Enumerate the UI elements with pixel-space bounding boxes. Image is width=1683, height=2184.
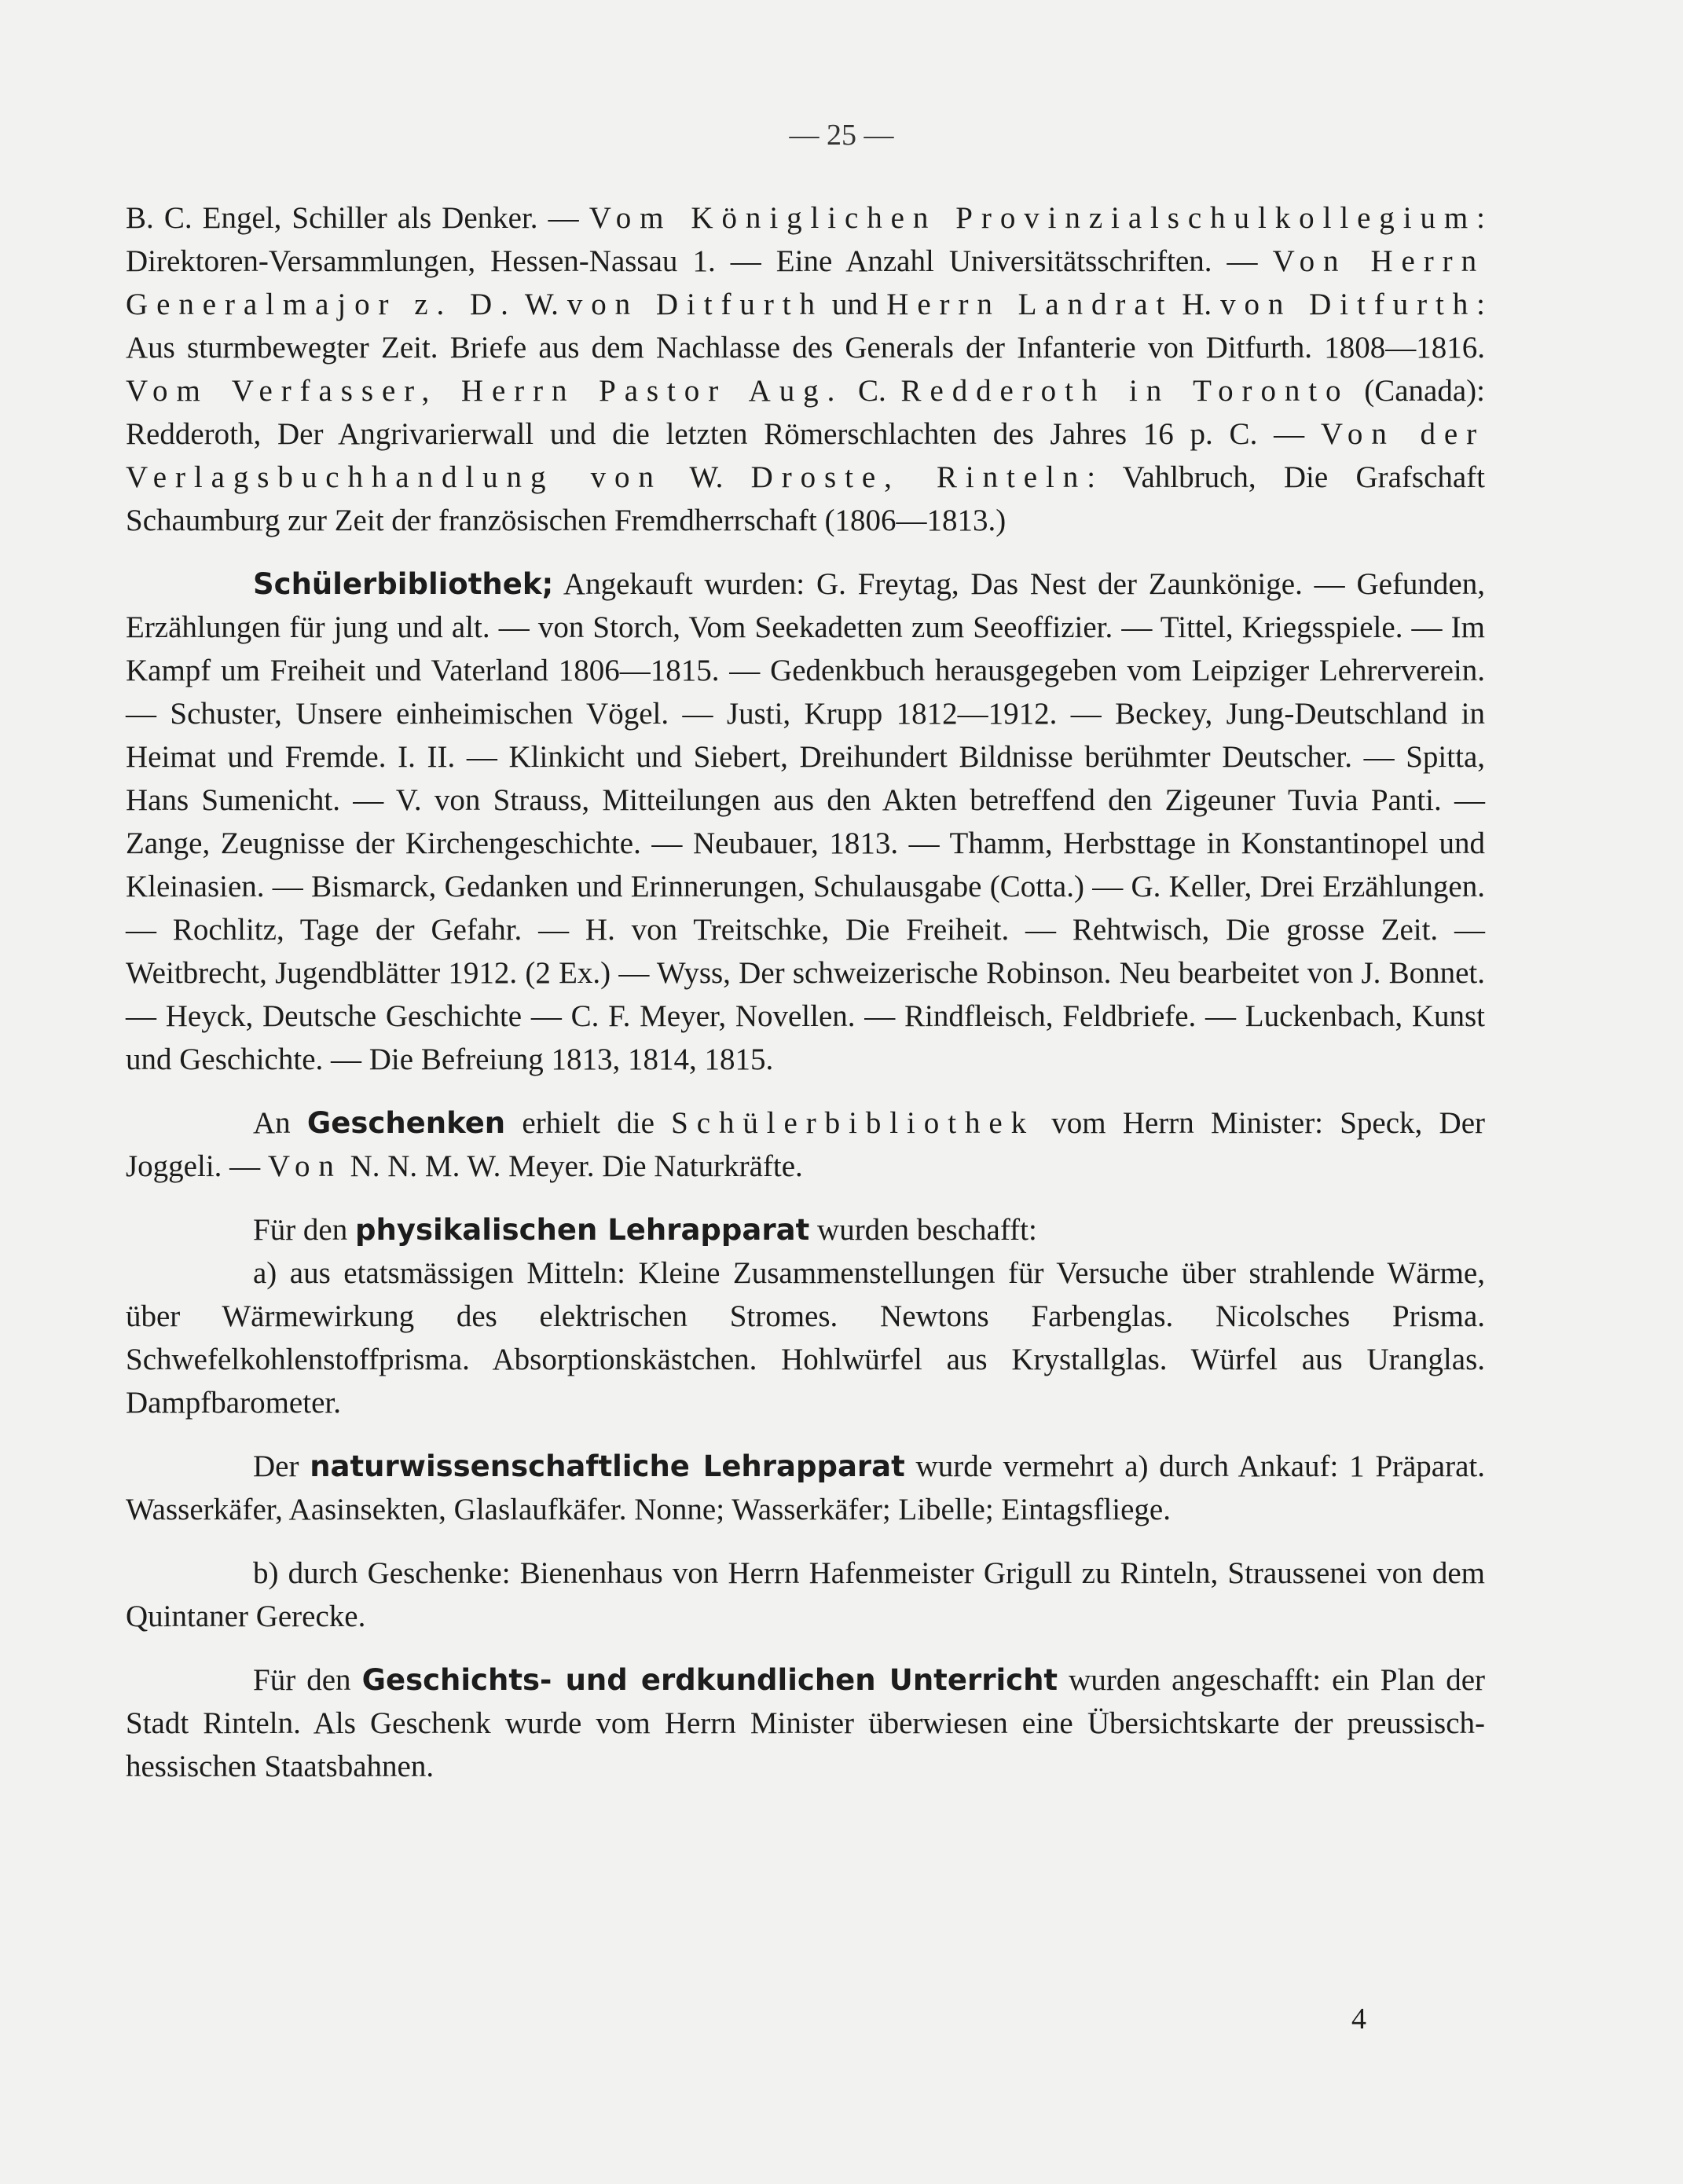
spaced-text: Vom Verfasser, Herrn Pastor Aug. [126, 374, 844, 408]
text-run: vom Herrn Minister: Speck, Der Joggeli. — [126, 1106, 1485, 1183]
body-text [126, 196, 1485, 1788]
text-run: Für den [253, 1663, 362, 1697]
text-run: N. N. M. W. Meyer. Die Naturkräfte. [342, 1149, 803, 1183]
bold-heading: Geschenken [306, 1106, 506, 1140]
text-run: wurden beschafft: [809, 1213, 1037, 1247]
paragraph-physik-a: a) aus etatsmässigen Mitteln: Kleine Zusammenstellungen für Versuche über strahlende Wärme, über Wärmewirkung des elektrischen Stromes. Newtons Farbenglas. Nicolsches Prisma. Schwefelkohlenstoffprisma. Absorptionskästchen. Hohlwürfel aus Krystallglas. Würfel aus Uranglas. Dampfbarometer. [126, 1256, 1485, 1420]
paragraph-geschichte [126, 1658, 1485, 1788]
spaced-text: Schülerbibliothek [671, 1106, 1036, 1140]
spaced-text: Redderoth in Toronto [900, 374, 1350, 408]
spaced-text: Von [267, 1149, 343, 1183]
text-run: W. [516, 288, 567, 321]
spaced-text: von Ditfurth [566, 288, 823, 321]
text-run: W. [662, 460, 751, 494]
bold-heading: naturwissenschaftliche Lehrapparat [310, 1449, 905, 1483]
sheet-number: 4 [1351, 2003, 1366, 2036]
spaced-text: Von der Verlagsbuchhandlung von [126, 417, 1486, 494]
text-run: wurden angeschafft: ein Plan der Stadt Rinteln. Als Geschenk wurde vom Herrn Minister überwiesen eine Übersichtskarte der preussisch-hessischen Staatsbahnen. [126, 1663, 1485, 1783]
text-run: Angekauft wurden: G. Freytag, Das Nest der Zaunkönige. — Gefunden, Erzählungen für jung und alt. — von Storch, Vom Seekadetten zum Seeoffizier. — Tittel, Kriegsspiele. — Im Kampf um Freiheit und Vaterland 1806—1815. — Gedenkbuch herausgegeben vom Leipziger Lehrerverein. — Schuster, Unsere einheimischen Vögel. — Justi, Krupp 1812—1912. — Beckey, Jung-Deutschland in Heimat und Fremde. I. II. — Klinkicht und Siebert, Dreihundert Bildnisse berühmter Deutscher. — Spitta, Hans Sumenicht. — V. von Strauss, Mitteilungen aus den Akten betreffend den Zigeuner Tuvia Panti. — Zange, Zeugnisse der Kirchengeschichte. — Neubauer, 1813. — Thamm, Herbsttage in Konstantinopel und Kleinasien. — Bismarck, Gedanken und Erinnerungen, Schulausgabe (Cotta.) — G. Keller, Drei Erzählungen. — Rochlitz, Tage der Gefahr. — H. von Treitschke, Die Freiheit. — Rehtwisch, Die grosse Zeit. — Weitbrecht, Jugendblätter 1912. (2 Ex.) — Wyss, Der schweizerische Robinson. Neu bearbeitet von J. Bonnet. — Heyck, Deutsche Geschichte — C. F. Meyer, Novellen. — Rindfleisch, Feldbriefe. — Luckenbach, Kunst und Geschichte. — Die Befreiung 1813, 1814, 1815. [126, 567, 1485, 1076]
text-run: wurde vermehrt a) durch Ankauf: 1 Präparat. Wasserkäfer, Aasinsekten, Glaslaufkäfer. Nonne; Wasserkäfer; Libelle; Eintagsfliege. [126, 1449, 1485, 1526]
text-run: An [253, 1106, 307, 1140]
bold-heading: Geschichts- und erdkundlichen Unterricht [361, 1663, 1058, 1697]
spaced-text: Herrn Landrat [886, 288, 1174, 321]
text-run: Der [253, 1449, 310, 1483]
text-run: erhielt die [505, 1106, 672, 1140]
paragraph-natur-b: b) durch Geschenke: Bienenhaus von Herrn Hafenmeister Grigull zu Rinteln, Straussenei von dem Quintaner Gerecke. [126, 1556, 1485, 1633]
text-run: (Canada): Redderoth, Der Angrivarierwall und die letzten Römerschlachten des Jahres 16 p. C. — [126, 374, 1485, 451]
bold-heading: Schülerbibliothek; [253, 567, 554, 601]
spaced-text: Von Herrn Generalmajor z. D. [126, 244, 1485, 321]
spaced-text: Vom Königlichen Provinzialschulkollegium [588, 201, 1477, 235]
paragraph-schuelerbibliothek [126, 562, 1485, 1081]
text-run: Für den [253, 1213, 355, 1247]
page-number-header: — 25 — [789, 119, 894, 152]
spaced-text: Droste, Rinteln [750, 460, 1087, 494]
spaced-text: von Ditfurth [1220, 288, 1477, 321]
bold-heading: physikalischen Lehrapparat [355, 1213, 810, 1247]
paragraph-naturwissenschaft [126, 1445, 1485, 1531]
text-run: C. [843, 374, 901, 408]
text-run: : Vahlbruch, Die Grafschaft Schaumburg zur Zeit der französischen Fremdherrschaft (1806—1813.) [126, 460, 1486, 537]
text-run: : Aus sturmbewegter Zeit. Briefe aus dem Nachlasse des Generals der Infanterie von Ditfurth. 1808—1816. [126, 288, 1485, 365]
paragraph-geschenke [126, 1101, 1485, 1188]
text-run: und [823, 288, 887, 321]
text-run: H. [1173, 288, 1221, 321]
text-run: B. C. Engel, Schiller als Denker. — [126, 201, 589, 235]
text-run: : Direktoren-Versammlungen, Hessen-Nassau 1. — Eine Anzahl Universitätsschriften. — [126, 201, 1485, 278]
paragraph-physik [126, 1208, 1485, 1251]
paragraph-donations [126, 196, 1485, 542]
